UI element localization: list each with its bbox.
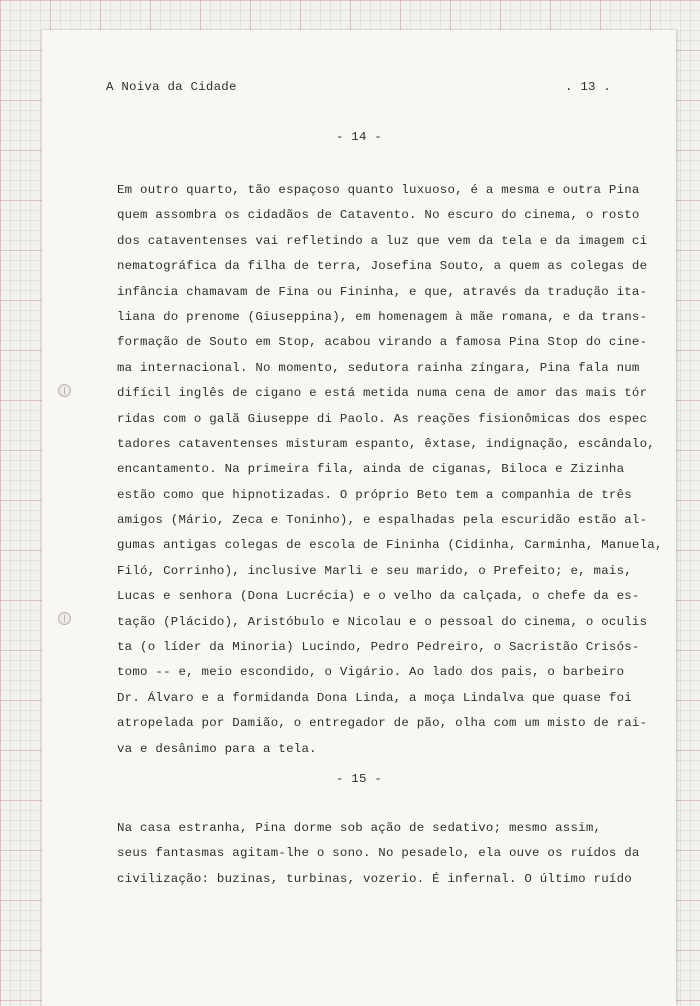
text-line: Em outro quarto, tão espaçoso quanto luxuoso, é a mesma e outra Pina	[117, 183, 640, 197]
text-line: difícil inglês de cigano e está metida numa cena de amor das mais tór	[117, 386, 648, 401]
document-title: A Noiva da Cidade	[106, 80, 237, 94]
text-line: encantamento. Na primeira fila, ainda de ciganas, Biloca e Zizinha	[117, 462, 625, 477]
text-line: amigos (Mário, Zeca e Toninho), e espalhadas pela escuridão estão al-	[117, 513, 648, 528]
text-line: ridas com o galã Giuseppe di Paolo. As reações fisionômicas dos espec	[117, 411, 648, 426]
text-line: Lucas e senhora (Dona Lucrécia) e o velho da calçada, o chefe da es-	[117, 589, 640, 604]
section-14-paragraph	[117, 178, 663, 762]
text-line: estão como que hipnotizadas. O próprio Beto tem a companhia de três	[117, 487, 632, 502]
text-line: ta (o líder da Minoria) Lucindo, Pedro Pedreiro, o Sacristão Crisós-	[117, 640, 640, 655]
section-number-14: - 14 -	[335, 130, 383, 144]
section-15-paragraph	[117, 816, 640, 892]
text-line: nematográfica da filha de terra, Josefina Souto, a quem as colegas de	[117, 259, 648, 274]
text-line: Na casa estranha, Pina dorme sob ação de sedativo; mesmo assim,	[117, 821, 602, 835]
page-number: . 13 .	[565, 80, 612, 94]
text-line: tação (Plácido), Aristóbulo e Nicolau e o pessoal do cinema, o oculis	[117, 614, 648, 629]
text-line: formação de Souto em Stop, acabou virando a famosa Pina Stop do cine-	[117, 335, 648, 350]
text-line: quem assombra os cidadãos de Catavento. No escuro do cinema, o rosto	[117, 208, 640, 223]
punch-hole-icon	[58, 612, 71, 625]
text-line: infância chamavam de Fina ou Fininha, e que, através da tradução ita-	[117, 284, 648, 299]
text-line: dos cataventenses vai refletindo a luz que vem da tela e da imagem ci	[117, 233, 648, 248]
punch-hole-icon	[58, 384, 71, 397]
text-line: va e desânimo para a tela.	[117, 741, 317, 756]
document-page	[42, 30, 676, 1006]
text-line: ma internacional. No momento, sedutora rainha zíngara, Pina fala num	[117, 360, 640, 375]
text-line: Dr. Álvaro e a formidanda Dona Linda, a moça Lindalva que quase foi	[117, 690, 632, 705]
text-line: liana do prenome (Giuseppina), em homenagem à mãe romana, e da trans-	[117, 309, 648, 324]
text-line: civilização: buzinas, turbinas, vozerio. É infernal. O último ruído	[117, 871, 632, 886]
text-line: gumas antigas colegas de escola de Fininha (Cidinha, Carminha, Manuela,	[117, 538, 663, 553]
text-line: tadores cataventenses misturam espanto, êxtase, indignação, escândalo,	[117, 436, 655, 451]
text-line: atropelada por Damião, o entregador de pão, olha com um misto de rai-	[117, 716, 648, 731]
text-line: seus fantasmas agitam-lhe o sono. No pesadelo, ela ouve os ruídos da	[117, 846, 640, 861]
section-number-15: - 15 -	[335, 772, 383, 786]
text-line: Filó, Corrinho), inclusive Marli e seu marido, o Prefeito; e, mais,	[117, 563, 632, 578]
text-line: tomo -- e, meio escondido, o Vigário. Ao lado dos pais, o barbeiro	[117, 665, 625, 680]
